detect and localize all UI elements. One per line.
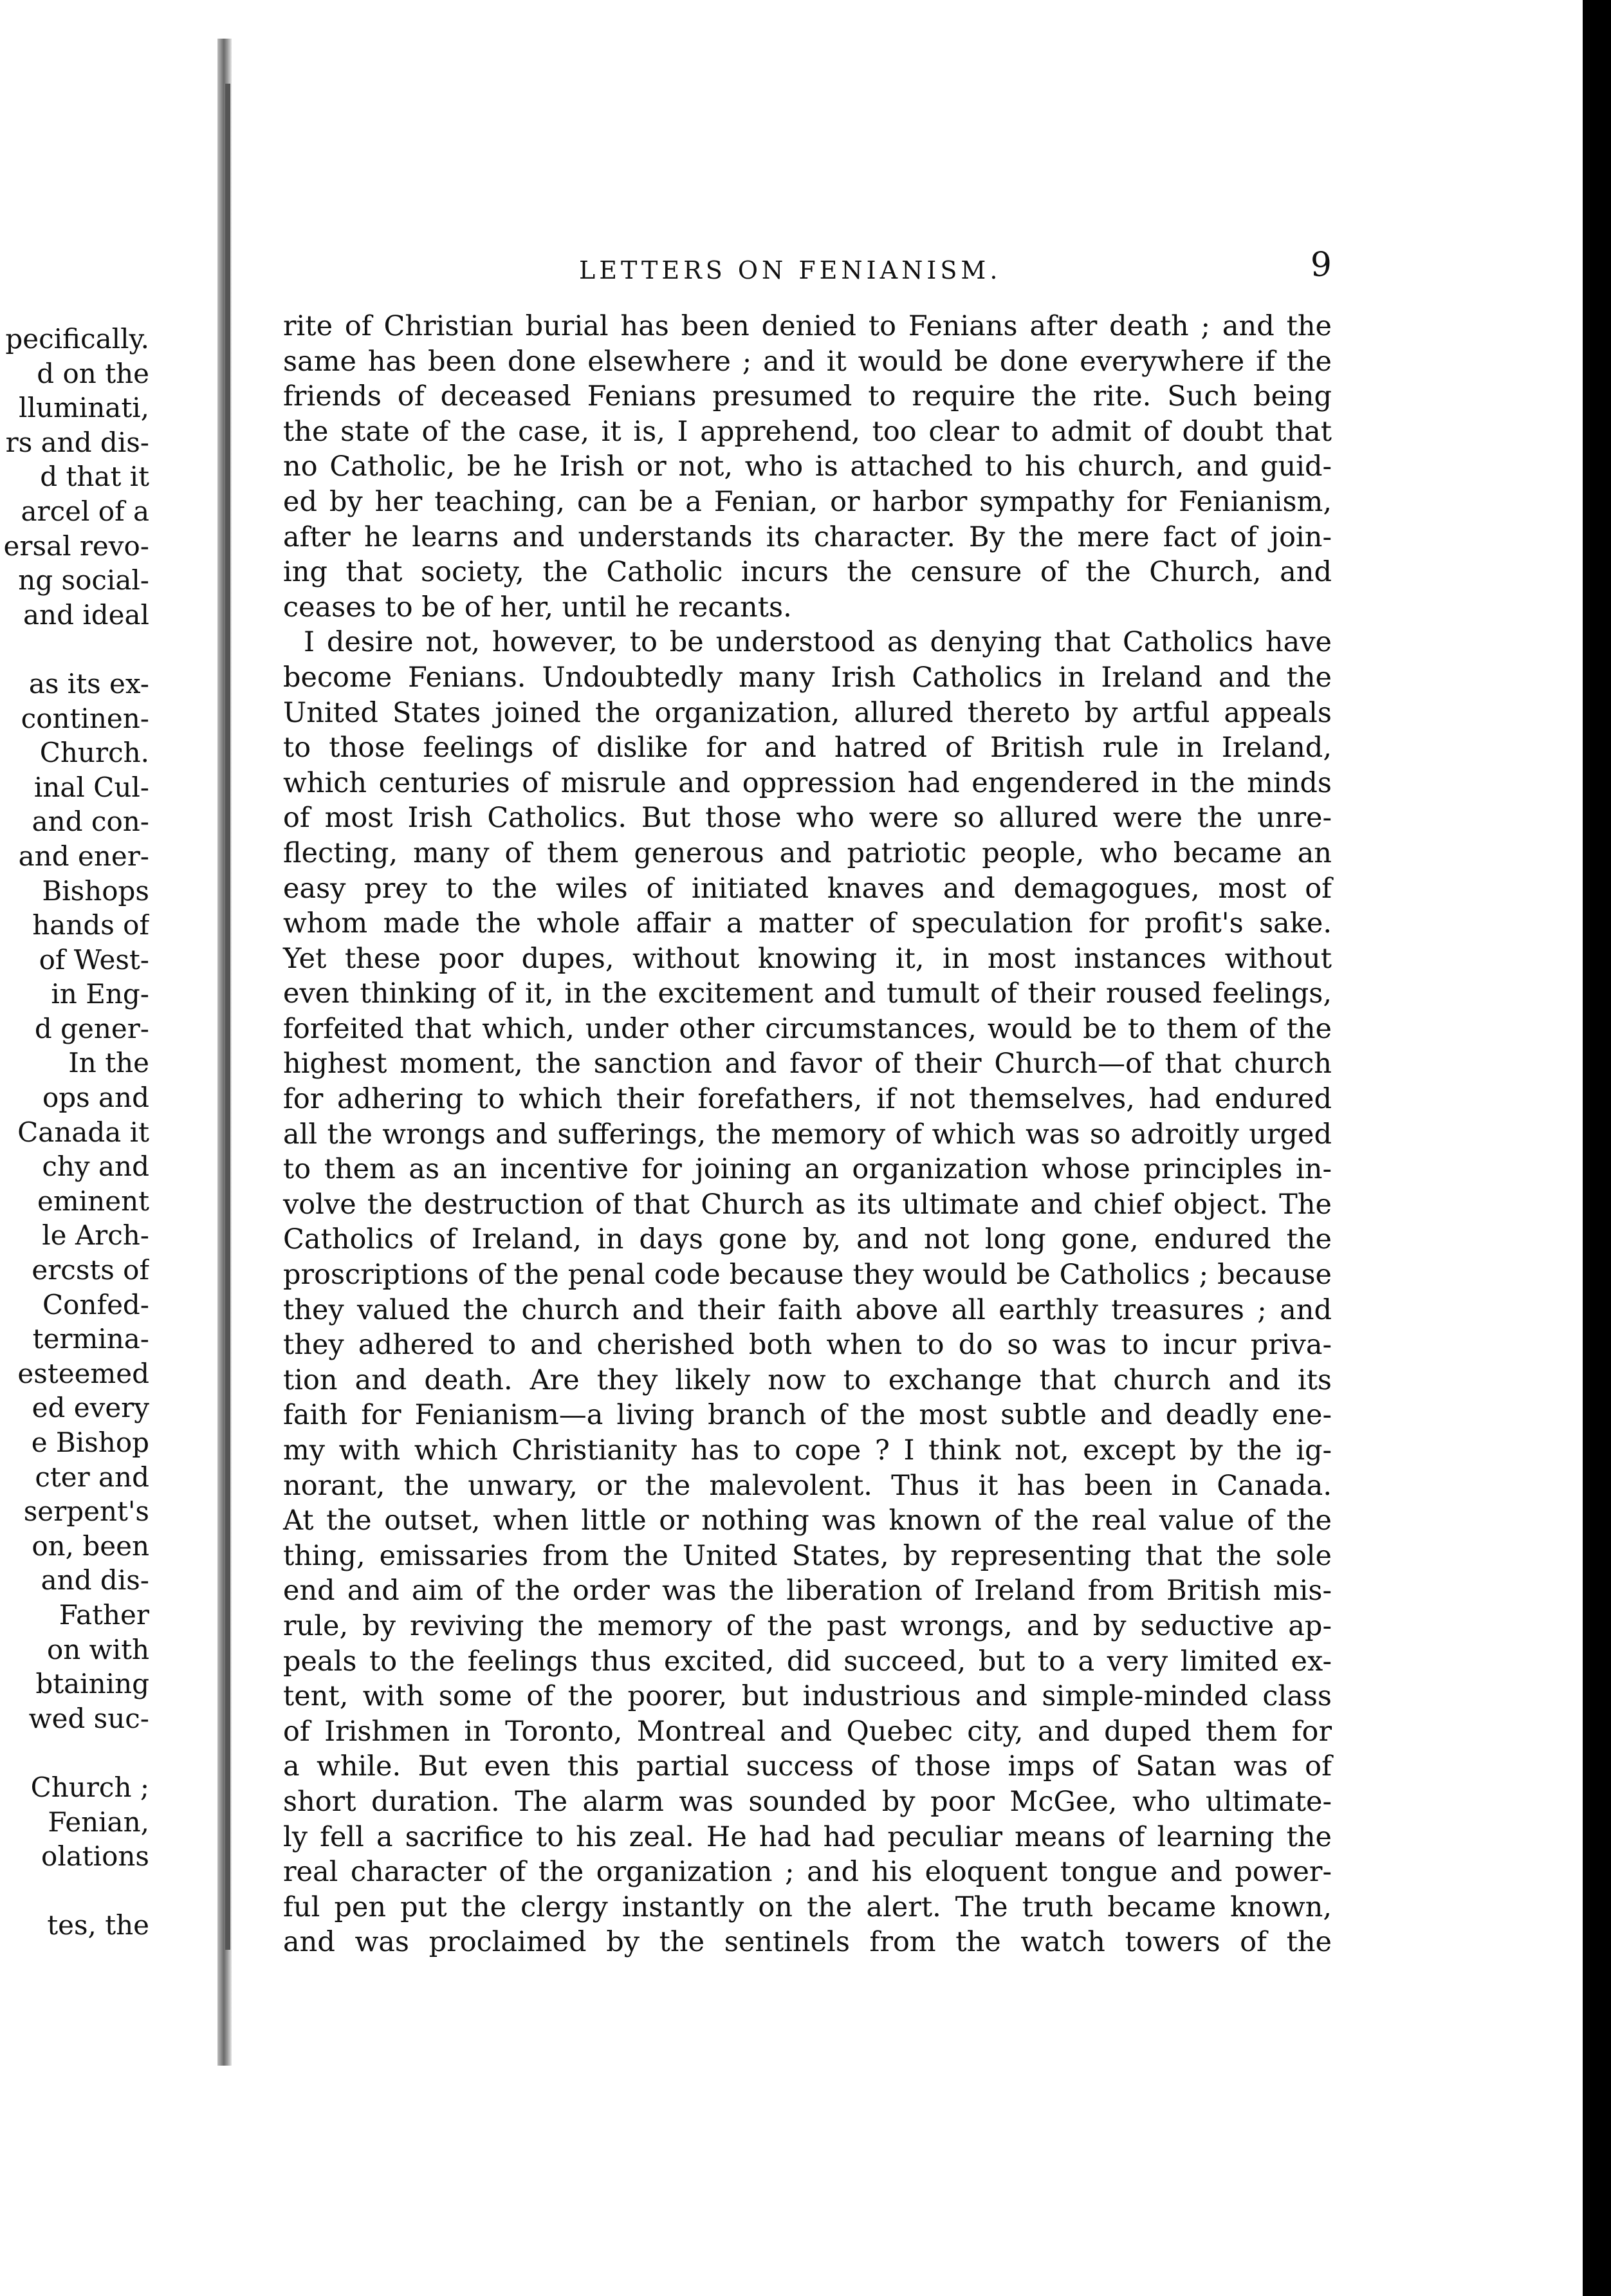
text-line: peals to the feelings thus excited, did succeed, but to a very limited ex- [283, 1645, 1332, 1678]
text-line: they valued the church and their faith above all earthly treasures ; and [283, 1293, 1332, 1326]
text-line: for adhering to which their forefathers, if not themselves, had endured [283, 1083, 1332, 1116]
text-line: Catholics of Ireland, in days gone by, and not long gone, endured the [283, 1223, 1332, 1256]
text-line: and was proclaimed by the sentinels from the watch towers of the [283, 1926, 1332, 1959]
page [283, 238, 1332, 1960]
fragment-line: on, been [32, 1530, 149, 1562]
text-line: ly fell a sacrifice to his zeal. He had had peculiar means of learning the [283, 1820, 1332, 1853]
text-line: ing that society, the Catholic incurs the censure of the Church, and [283, 556, 1332, 589]
fragment-line: Father [59, 1598, 149, 1631]
fragment-line: eminent [37, 1185, 149, 1217]
text-line: volve the destruction of that Church as its ultimate and chief object. The [283, 1188, 1332, 1221]
text-line: rite of Christian burial has been denied to Fenians after death ; and the [283, 310, 1332, 342]
fragment-line: olations [41, 1840, 149, 1873]
text-line: norant, the unwary, or the malevolent. Thus it has been in Canada. [283, 1469, 1332, 1502]
fragment-line: btaining [35, 1668, 149, 1700]
fragment-line: ersal revo- [3, 530, 149, 562]
text-line: which centuries of misrule and oppression had engendered in the minds [283, 766, 1332, 799]
text-line: no Catholic, be he Irish or not, who is attached to his church, and guid- [283, 450, 1332, 483]
text-line: faith for Fenianism—a living branch of the most subtle and deadly ene- [283, 1399, 1332, 1432]
running-title: LETTERS ON FENIANISM. [579, 256, 1002, 284]
fragment-line: d gener- [34, 1012, 149, 1044]
text-line: ceases to be of her, until he recants. [283, 591, 792, 624]
text-line: tent, with some of the poorer, but industrious and simple-minded class [283, 1680, 1332, 1713]
fragment-line: in Eng- [51, 978, 149, 1010]
fragment-line: wed suc- [28, 1702, 149, 1734]
text-line: friends of deceased Fenians presumed to require the rite. Such being [283, 380, 1332, 413]
fragment-line [0, 632, 149, 667]
fragment-line: ercsts of [32, 1254, 149, 1286]
fragment-line: Church. [39, 737, 149, 769]
fragment-line: Confed- [42, 1288, 149, 1320]
text-line: a while. But even this partial success of those imps of Satan was of [283, 1750, 1332, 1783]
body-text [283, 309, 1332, 1960]
fragment-line: serpent's [23, 1495, 149, 1528]
text-line: to them as an incentive for joining an organization whose principles in- [283, 1153, 1332, 1186]
fragment-line: inal Cul- [33, 771, 149, 803]
page-number: 9 [1310, 246, 1332, 284]
fragment-line: pecifically. [5, 323, 149, 355]
fragment-line: esteemed [17, 1357, 149, 1389]
text-line: flecting, many of them generous and patriotic people, who became an [283, 837, 1332, 869]
text-line: become Fenians. Undoubtedly many Irish Catholics in Ireland and the [283, 661, 1332, 694]
text-line: after he learns and understands its character. By the mere fact of join- [283, 521, 1332, 553]
fragment-line: tes, the [47, 1909, 149, 1941]
text-line: proscriptions of the penal code because they would be Catholics ; because [283, 1259, 1332, 1292]
fragment-line: e Bishop [31, 1427, 149, 1458]
fragment-line: d that it [40, 461, 149, 493]
fragment-line: on with [47, 1633, 149, 1665]
text-line: real character of the organization ; and his eloquent tongue and power- [283, 1856, 1332, 1889]
running-head [283, 238, 1332, 309]
text-line: even thinking of it, in the excitement and tumult of their roused feelings, [283, 977, 1332, 1010]
fragment-line [0, 1736, 149, 1770]
fragment-line [0, 1874, 149, 1909]
fragment-line: of West- [39, 943, 149, 976]
text-line: my with which Christianity has to cope ? I think not, except by the ig- [283, 1434, 1332, 1467]
text-line: highest moment, the sanction and favor of their Church—of that church [283, 1048, 1332, 1080]
fragment-line: hands of [32, 909, 149, 941]
scan-border [1583, 0, 1611, 2296]
text-line: they adhered to and cherished both when to do so was to incur priva- [283, 1329, 1332, 1362]
fragment-line: and dis- [41, 1564, 149, 1597]
text-line: same has been done elsewhere ; and it would be done everywhere if the [283, 345, 1332, 378]
fragment-line: continen- [21, 702, 149, 734]
binding-gutter-shadow [225, 84, 230, 1950]
fragment-line: arcel of a [21, 495, 149, 527]
fragment-line: ed every [32, 1392, 149, 1424]
fragment-line: Fenian, [48, 1806, 149, 1838]
text-line: the state of the case, it is, I apprehend, too clear to admit of doubt that [283, 415, 1332, 448]
text-line: to those feelings of dislike for and hatred of British rule in Ireland, [283, 732, 1332, 764]
fragment-line: d on the [37, 357, 149, 389]
fragment-line: Church ; [30, 1771, 149, 1803]
fragment-line: lluminati, [19, 392, 149, 424]
fragment-line: chy and [42, 1151, 149, 1183]
text-line: all the wrongs and sufferings, the memory of which was so adroitly urged [283, 1118, 1332, 1151]
text-line: of Irishmen in Toronto, Montreal and Quebec city, and duped them for [283, 1715, 1332, 1748]
fragment-line: and con- [32, 806, 149, 838]
text-line: short duration. The alarm was sounded by poor McGee, who ultimate- [283, 1785, 1332, 1818]
fragment-line: termina- [32, 1323, 149, 1355]
fragment-line: rs and dis- [5, 426, 149, 458]
text-line: end and aim of the order was the liberation of Ireland from British mis- [283, 1575, 1332, 1607]
fragment-line: and ideal [23, 598, 149, 631]
text-line: thing, emissaries from the United States, by representing that the sole [283, 1539, 1332, 1572]
text-line: rule, by reviving the memory of the past wrongs, and by seductive ap- [283, 1609, 1332, 1642]
fragment-line: Canada it [17, 1116, 149, 1148]
text-line: At the outset, when little or nothing was known of the real value of the [283, 1504, 1332, 1537]
text-line: tion and death. Are they likely now to exchange that church and its [283, 1364, 1332, 1396]
text-line: Yet these poor dupes, without knowing it, in most instances without [283, 942, 1332, 975]
fragment-line: cter and [35, 1461, 149, 1493]
text-line: easy prey to the wiles of initiated knaves and demagogues, most of [283, 872, 1332, 905]
text-line: ed by her teaching, can be a Fenian, or harbor sympathy for Fenianism, [283, 485, 1332, 518]
fragment-line: as its ex- [28, 667, 149, 699]
text-line: I desire not, however, to be understood as denying that Catholics have [304, 626, 1332, 659]
facing-page-fragment [0, 322, 149, 1943]
fragment-line: ops and [42, 1082, 149, 1114]
fragment-line: le Arch- [42, 1219, 149, 1252]
fragment-line: and ener- [18, 840, 149, 872]
text-line: forfeited that which, under other circumstances, would be to them of the [283, 1012, 1332, 1045]
text-line: ful pen put the clergy instantly on the alert. The truth became known, [283, 1891, 1332, 1923]
fragment-line: In the [68, 1047, 149, 1079]
fragment-line: ng social- [18, 564, 149, 597]
text-line: of most Irish Catholics. But those who were so allured were the unre- [283, 802, 1332, 835]
text-line: whom made the whole affair a matter of speculation for profit's sake. [283, 907, 1332, 940]
text-line: United States joined the organization, allured thereto by artful appeals [283, 696, 1332, 729]
fragment-line: Bishops [42, 875, 149, 907]
